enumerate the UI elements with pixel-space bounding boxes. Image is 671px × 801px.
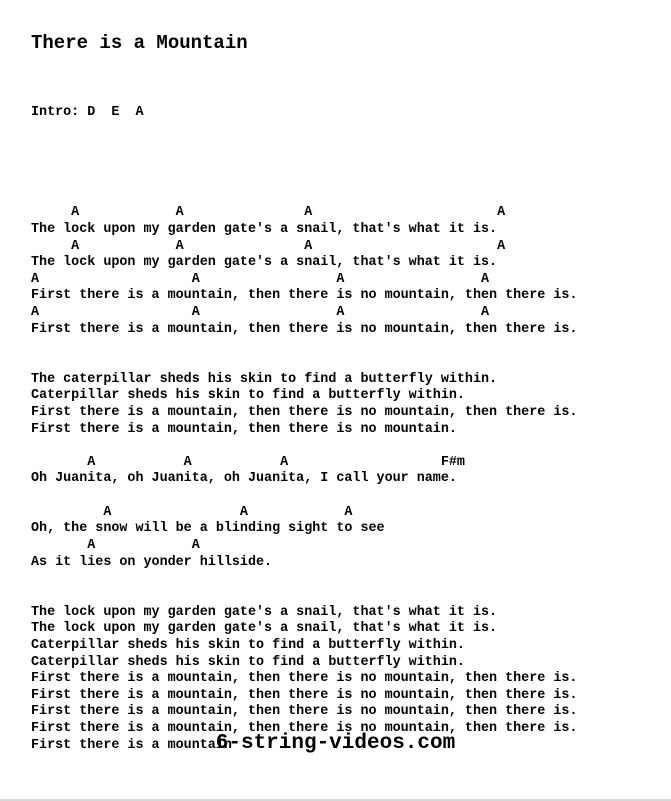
lyric-line: Caterpillar sheds his skin to find a butterfly within. bbox=[31, 654, 465, 670]
chord-line: A A A bbox=[31, 504, 353, 520]
blank-line bbox=[31, 438, 577, 455]
lyric-line: As it lies on yonder hillside. bbox=[31, 554, 273, 570]
blank-line bbox=[31, 355, 577, 372]
blank-line bbox=[31, 155, 577, 172]
lyric-line: First there is a mountain, then there is no mountain, then there is. bbox=[31, 671, 578, 687]
blank-line bbox=[31, 338, 577, 355]
lyric-line: The lock upon my garden gate's a snail, that's what it is. bbox=[31, 221, 498, 237]
lyric-line: First there is a mountain bbox=[31, 737, 232, 753]
lyric-line: Caterpillar sheds his skin to find a butterfly within. bbox=[31, 388, 465, 404]
footer-site-name: 6-string-videos.com bbox=[215, 732, 456, 755]
lyric-line: First there is a mountain, then there is no mountain, then there is. bbox=[31, 687, 578, 703]
lyric-line: First there is a mountain, then there is no mountain. bbox=[31, 421, 457, 437]
lyric-line: The lock upon my garden gate's a snail, that's what it is. bbox=[31, 621, 498, 637]
chord-line: A A A A bbox=[31, 205, 506, 221]
chord-line: A A A F#m bbox=[31, 454, 465, 470]
lyric-line: First there is a mountain, then there is no mountain, then there is. bbox=[31, 404, 578, 420]
lyric-line: Caterpillar sheds his skin to find a butterfly within. bbox=[31, 637, 465, 653]
blank-line bbox=[31, 571, 577, 588]
chord-line: A A A A bbox=[31, 305, 490, 321]
lyric-line: The lock upon my garden gate's a snail, that's what it is. bbox=[31, 255, 498, 271]
intro-line: Intro: D E A bbox=[31, 105, 144, 121]
lyric-line: First there is a mountain, then there is no mountain, then there is. bbox=[31, 321, 578, 337]
chord-line: A A A A bbox=[31, 271, 490, 287]
lyric-line: Oh, the snow will be a blinding sight to see bbox=[31, 521, 385, 537]
chord-line: A A bbox=[31, 538, 200, 554]
lyric-line: First there is a mountain, then there is no mountain, then there is. bbox=[31, 288, 578, 304]
lyric-line: Oh Juanita, oh Juanita, oh Juanita, I call your name. bbox=[31, 471, 457, 487]
lyric-line: The lock upon my garden gate's a snail, that's what it is. bbox=[31, 604, 498, 620]
lyric-line: First there is a mountain, then there is no mountain, then there is. bbox=[31, 704, 578, 720]
song-title: There is a Mountain bbox=[31, 32, 248, 54]
lyric-line: The caterpillar sheds his skin to find a butterfly within. bbox=[31, 371, 498, 387]
blank-line bbox=[31, 488, 577, 505]
lyric-line: First there is a mountain, then there is no mountain, then there is. bbox=[31, 721, 578, 737]
chord-lyric-sheet bbox=[31, 72, 577, 754]
blank-line bbox=[31, 588, 577, 605]
chord-line: A A A A bbox=[31, 238, 506, 254]
